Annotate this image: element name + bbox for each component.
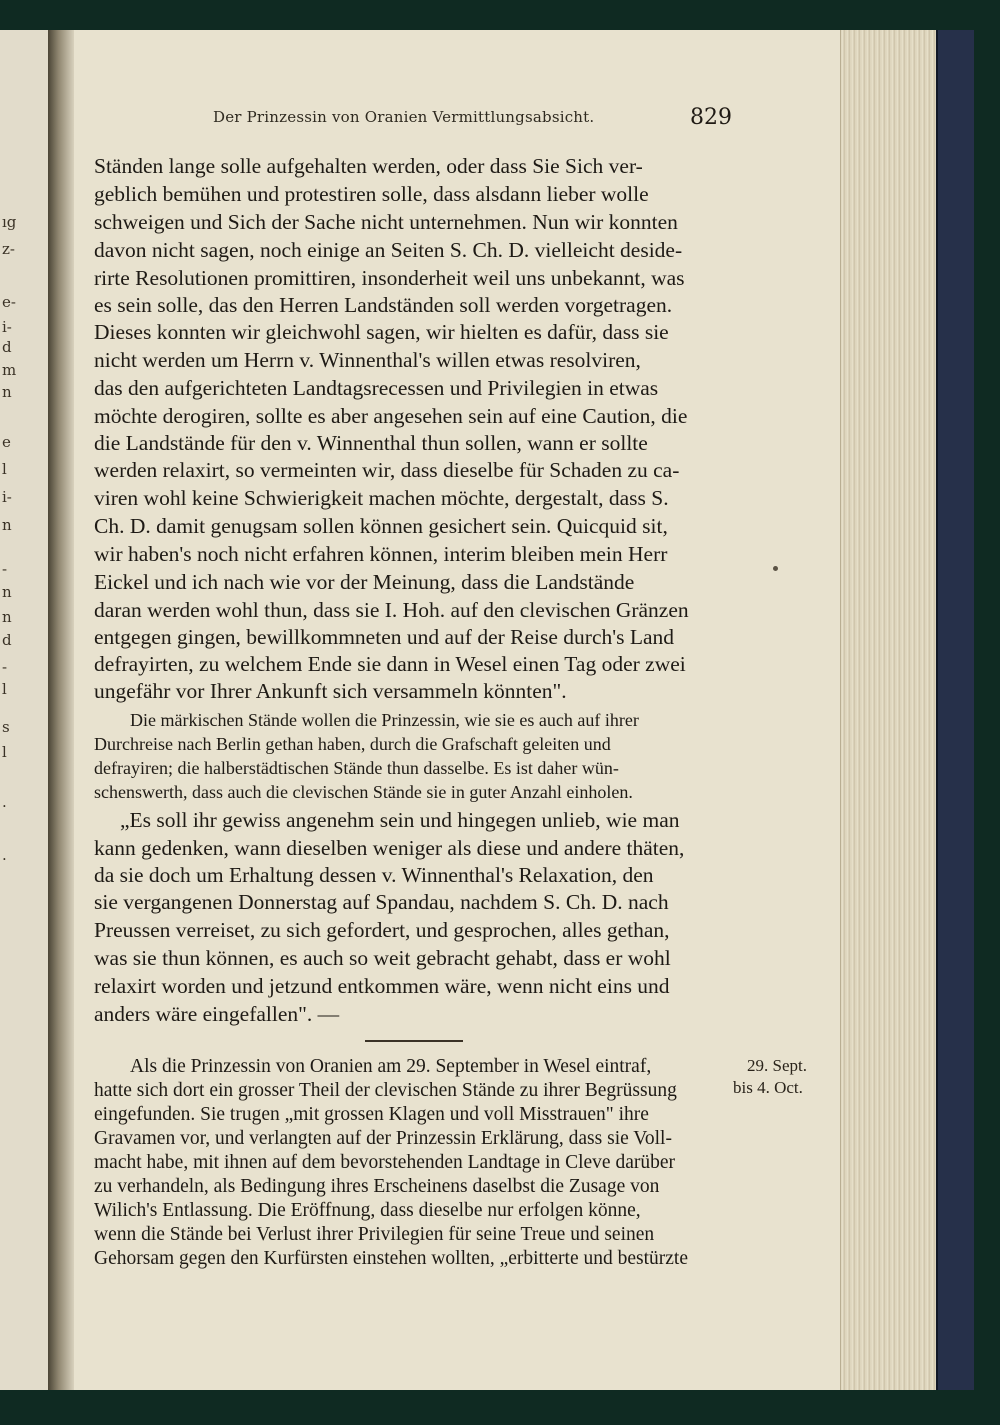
running-title: Der Prinzessin von Oranien Vermittlungsabsicht. (213, 108, 595, 126)
left-page-fragment: . (2, 846, 7, 864)
small-text-line: Die märkischen Stände wollen die Prinzessin, wie sie es auch auf ihrer (130, 710, 639, 730)
left-page-fragment: m (2, 361, 17, 379)
left-page-fragment: n (2, 608, 12, 626)
ink-spot (773, 566, 778, 571)
left-page-fragment: - (2, 658, 8, 676)
text-line: Eickel und ich nach wie vor der Meinung, dass die Landstände (94, 570, 635, 594)
text-line: Gehorsam gegen den Kurfürsten einstehen wollten, „erbitterte und bestürzte (94, 1248, 688, 1269)
quote-line: relaxirt worden und jetzund entkommen wäre, wenn nicht eins und (94, 974, 670, 998)
left-page-fragment: ıg (2, 213, 17, 231)
left-page-fragment: d (2, 338, 12, 356)
text-line: Als die Prinzessin von Oranien am 29. September in Wesel eintraf, (130, 1056, 652, 1077)
small-text-line: schenswerth, dass auch die clevischen Stände sie in guter Anzahl einholen. (94, 782, 633, 802)
book-cover (936, 30, 974, 1390)
small-text-line: defrayiren; die halberstädtischen Stände thun dasselbe. Es ist daher wün- (94, 758, 619, 778)
left-page-fragment: n (2, 516, 12, 534)
small-text-line: Durchreise nach Berlin gethan haben, durch die Grafschaft geleiten und (94, 734, 611, 754)
margin-date-note: 29. Sept. (747, 1056, 807, 1075)
left-page-fragment: e- (2, 293, 16, 311)
text-line: die Landstände für den v. Winnenthal thun sollen, wann er sollte (94, 431, 648, 455)
text-line: möchte derogiren, sollte es aber angesehen sein auf eine Caution, die (94, 404, 688, 428)
text-line: nicht werden um Herrn v. Winnenthal's willen etwas resolviren, (94, 348, 641, 372)
quote-line: „Es soll ihr gewiss angenehm sein und hingegen unlieb, wie man (120, 808, 680, 832)
text-line: Ständen lange solle aufgehalten werden, oder dass Sie Sich ver- (94, 154, 643, 178)
left-page-fragment: i- (2, 488, 12, 506)
text-line: ungefähr vor Ihrer Ankunft sich versammeln könnten". (94, 679, 567, 703)
text-line: eingefunden. Sie trugen „mit grossen Klagen und voll Misstrauen" ihre (94, 1104, 649, 1125)
text-line: entgegen gingen, bewillkommneten und auf der Reise durch's Land (94, 625, 675, 649)
text-line: defrayirten, zu welchem Ende sie dann in Wesel einen Tag oder zwei (94, 652, 686, 676)
text-line: das den aufgerichteten Landtagsrecessen und Privilegien in etwas (94, 376, 659, 400)
book-gutter (48, 30, 74, 1390)
left-page-fragment: l (2, 680, 7, 698)
text-line: hatte sich dort ein grosser Theil der clevischen Stände zu ihrer Begrüssung (94, 1080, 677, 1101)
text-line: wir haben's noch nicht erfahren können, interim bleiben mein Herr (94, 542, 668, 566)
text-line: wenn die Stände bei Verlust ihrer Privilegien für seine Treue und seinen (94, 1224, 655, 1245)
text-line: Dieses konnten wir gleichwohl sagen, wir hielten es dafür, dass sie (94, 320, 669, 344)
left-page-fragment: s (2, 718, 10, 736)
left-page-fragment: i- (2, 318, 12, 336)
quote-line: was sie thun können, es auch so weit gebracht gehabt, dass er wohl (94, 946, 671, 970)
text-line: Wilich's Entlassung. Die Eröffnung, dass dieselbe nur erfolgen könne, (94, 1200, 641, 1221)
quote-line: kann gedenken, wann dieselben weniger als diese und andere thäten, (94, 836, 685, 860)
text-line: davon nicht sagen, noch einige an Seiten S. Ch. D. vielleicht deside- (94, 238, 683, 262)
text-line: viren wohl keine Schwierigkeit machen möchte, dergestalt, dass S. (94, 486, 669, 510)
text-line: macht habe, mit ihnen auf dem bevorstehenden Landtage in Cleve darüber (94, 1152, 675, 1173)
quote-line: sie vergangenen Donnerstag auf Spandau, nachdem S. Ch. D. nach (94, 890, 669, 914)
left-page-fragment: d (2, 631, 12, 649)
left-page-fragment: e (2, 433, 11, 451)
text-line: rirte Resolutionen promittiren, insonderheit weil uns unbekannt, was (94, 266, 685, 290)
text-line: Ch. D. damit genugsam sollen können gesichert sein. Quicquid sit, (94, 514, 668, 538)
text-line: zu verhandeln, als Bedingung ihres Erscheinens daselbst die Zusage von (94, 1176, 660, 1197)
left-page-fragment: . (2, 793, 7, 811)
left-page-edge (0, 30, 51, 1390)
page-number: 829 (690, 105, 732, 130)
left-page-fragment: l (2, 743, 7, 761)
text-line: Gravamen vor, und verlangten auf der Prinzessin Erklärung, dass sie Voll- (94, 1128, 672, 1149)
margin-date-note: bis 4. Oct. (733, 1078, 803, 1097)
text-line: geblich bemühen und protestiren solle, dass alsdann lieber wolle (94, 182, 649, 206)
text-line: werden relaxirt, so vermeinten wir, dass dieselbe für Schaden zu ca- (94, 458, 680, 482)
quote-line: Preussen verreiset, zu sich gefordert, und gesprochen, alles gethan, (94, 918, 670, 942)
left-page-fragment: n (2, 583, 12, 601)
section-divider (365, 1040, 463, 1042)
quote-line: da sie doch um Erhaltung dessen v. Winnenthal's Relaxation, den (94, 863, 654, 887)
left-page-fragment: - (2, 560, 8, 578)
left-page-fragment: n (2, 383, 12, 401)
left-page-fragment: l (2, 460, 7, 478)
text-line: schweigen und Sich der Sache nicht unternehmen. Nun wir konnten (94, 210, 678, 234)
text-line: es sein solle, das den Herren Landständen soll werden vorgetragen. (94, 293, 673, 317)
left-page-fragment: z- (2, 240, 15, 258)
page-stack-edges (840, 30, 937, 1390)
quote-line: anders wäre eingefallen". — (94, 1002, 340, 1026)
text-line: daran werden wohl thun, dass sie I. Hoh. auf den clevischen Gränzen (94, 598, 689, 622)
